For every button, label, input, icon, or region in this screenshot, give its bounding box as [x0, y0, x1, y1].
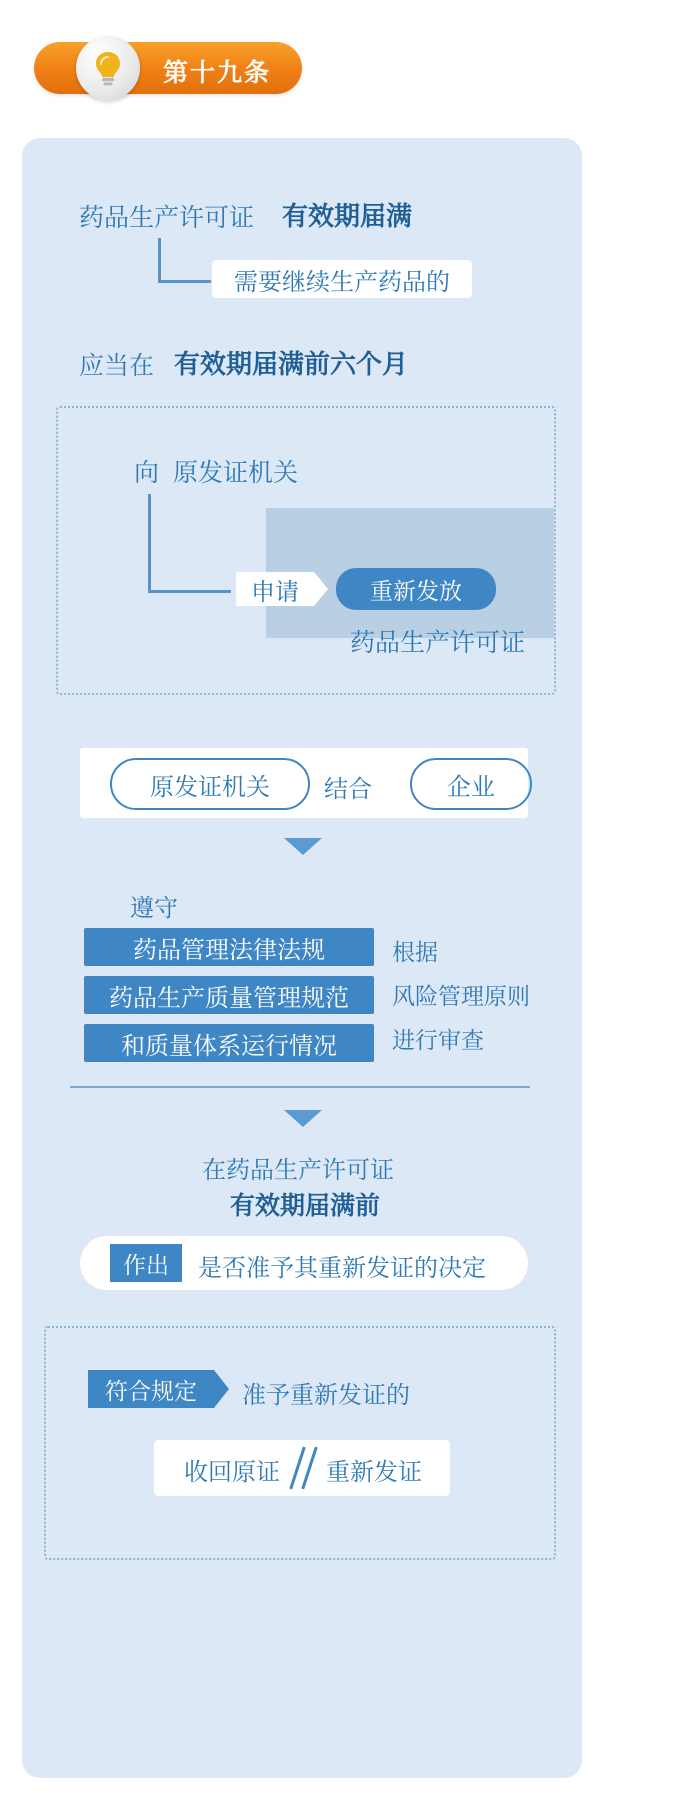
decision-text: 是否准予其重新发证的决定 [198, 1255, 486, 1282]
apply-action-tag-label: 申请 [251, 578, 299, 606]
apply-to-label: 向 [134, 459, 160, 487]
result-tag-arrow-icon [214, 1370, 229, 1408]
apply-action-tag [236, 572, 314, 606]
diagram-panel [22, 138, 582, 1778]
comply-item-2: 药品生产质量管理规范 [84, 976, 374, 1014]
decision-row [80, 1236, 528, 1290]
arrow-down-icon-1 [284, 838, 322, 855]
decision-tag [110, 1244, 182, 1282]
review-left-oval: 原发证机关 [110, 758, 310, 810]
result-text: 准予重新发证的 [242, 1382, 410, 1409]
review-middle-label: 结合 [324, 776, 372, 803]
result-block [44, 1326, 556, 1560]
decision-line-2: 有效期届满前 [230, 1192, 381, 1220]
apply-block [56, 406, 556, 695]
review-right-oval: 企业 [410, 758, 532, 810]
tag-arrow-icon [314, 572, 328, 606]
result-option-2: 重新发证 [326, 1459, 422, 1486]
decision-tag-label: 作出 [123, 1251, 169, 1278]
comply-label: 遵守 [130, 895, 178, 922]
lightbulb-glyph [88, 48, 128, 88]
connector-elbow-2 [148, 494, 231, 593]
result-tag [88, 1370, 214, 1408]
basis-line-3: 进行审查 [392, 1027, 484, 1053]
header-badge [34, 42, 302, 98]
result-tag-label: 符合规定 [105, 1377, 197, 1404]
result-option-1: 收回原证 [184, 1459, 280, 1486]
line1-plain: 药品生产许可证 [79, 204, 255, 232]
comply-item-1: 药品管理法律法规 [84, 928, 374, 966]
reissue-pill: 重新发放 [336, 568, 496, 610]
basis-line-1: 根据 [392, 939, 438, 965]
badge-label: 第十九条 [162, 59, 271, 87]
line1-bold: 有效期届满 [282, 201, 413, 231]
line2-bold: 有效期届满前六个月 [174, 349, 409, 379]
apply-object: 药品生产许可证 [350, 629, 526, 657]
decision-line-1: 在药品生产许可证 [202, 1157, 394, 1184]
line2-plain: 应当在 [79, 352, 155, 380]
divider [70, 1086, 530, 1088]
basis-line-2: 风险管理原则 [392, 983, 530, 1009]
connector-elbow-1 [158, 238, 211, 283]
comply-item-3: 和质量体系运行情况 [84, 1024, 374, 1062]
lightbulb-icon [76, 36, 140, 100]
line1-note: 需要继续生产药品的 [212, 260, 472, 298]
arrow-down-icon-2 [284, 1110, 322, 1127]
apply-authority: 原发证机关 [173, 459, 299, 487]
